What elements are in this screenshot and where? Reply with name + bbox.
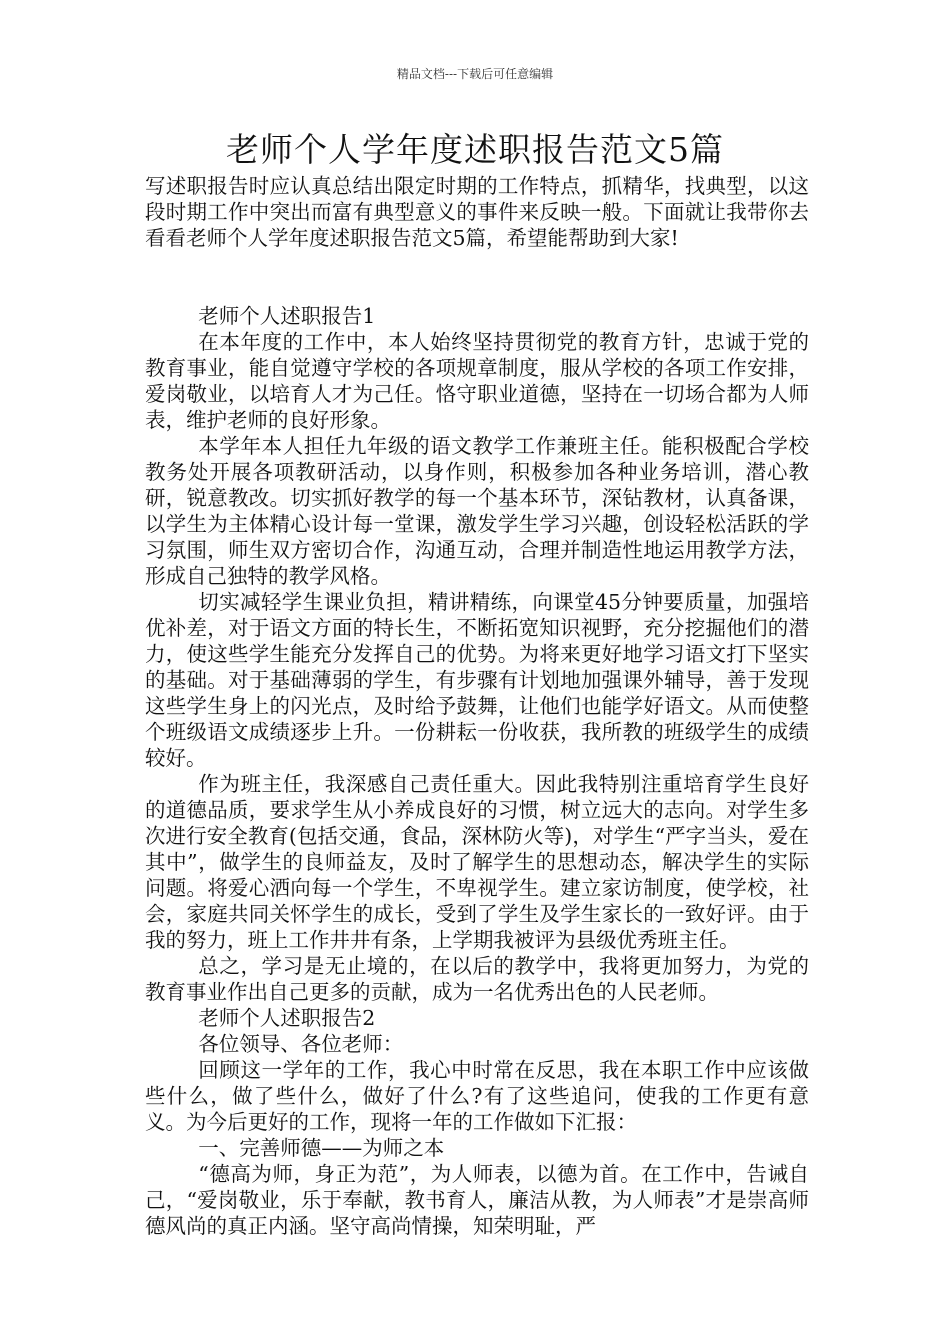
paragraph-gap	[145, 251, 809, 303]
body-paragraph: 作为班主任，我深感自己责任重大。因此我特别注重培育学生良好的道德品质，要求学生从小养成良好的习惯，树立远大的志向。对学生多次进行安全教育(包括交通，食品，深林防火等)，对学生“严字当头，爱在其中”，做学生的良师益友，及时了解学生的思想动态，解决学生的实际问题。将爱心洒向每一个学生，不卑视学生。建立家访制度，使学校，社会，家庭共同关怀学生的成长，受到了学生及学生家长的一致好评。由于我的努力，班上工作井井有条，上学期我被评为县级优秀班主任。	[145, 772, 809, 952]
body-paragraph: 在本年度的工作中，本人始终坚持贯彻党的教育方针，忠诚于党的教育事业，能自觉遵守学校的各项规章制度，服从学校的各项工作安排，爱岗敬业，以培育人才为己任。恪守职业道德，坚持在一切场合都为人师表，维护老师的良好形象。	[145, 330, 809, 432]
body-paragraph: 切实减轻学生课业负担，精讲精练，向课堂45分钟要质量，加强培优补差，对于语文方面的特长生，不断拓宽知识视野，充分挖掘他们的潜力，使这些学生能充分发挥自己的优势。为将来更好地学习语文打下坚实的基础。对于基础薄弱的学生，有步骤有计划地加强课外辅导，善于发现这些学生身上的闪光点，及时给予鼓舞，让他们也能学好语文。从而使整个班级语文成绩逐步上升。一份耕耘一份收获，我所教的班级学生的成绩较好。	[145, 590, 809, 770]
section-heading-report-2: 老师个人述职报告2	[198, 1006, 376, 1030]
intro-paragraph: 写述职报告时应认真总结出限定时期的工作特点，抓精华，找典型，以这段时期工作中突出而富有典型意义的事件来反映一般。下面就让我带你去看看老师个人学年度述职报告范文5篇，希望能帮助到大家!	[145, 174, 809, 250]
subsection-heading: 一、完善师德——为师之本	[198, 1136, 445, 1160]
document-body	[145, 173, 809, 1239]
body-paragraph: 本学年本人担任九年级的语文教学工作兼班主任。能积极配合学校教务处开展各项教研活动，以身作则，积极参加各种业务培训，潜心教研，锐意教改。切实抓好教学的每一个基本环节，深钻教材，认真备课，以学生为主体精心设计每一堂课，激发学生学习兴趣，创设轻松活跃的学习氛围，师生双方密切合作，沟通互动，合理并制造性地运用教学方法，形成自己独特的教学风格。	[145, 434, 809, 588]
body-paragraph: “德高为师，身正为范”，为人师表，以德为首。在工作中，告诫自己，“爱岗敬业，乐于奉献，教书育人，廉洁从教，为人师表”才是崇高师德风尚的真正内涵。坚守高尚情操，知荣明耻，严	[145, 1162, 809, 1238]
section-heading-report-1: 老师个人述职报告1	[198, 304, 376, 328]
page-header: 精品文档---下载后可任意编辑	[396, 67, 554, 81]
body-paragraph: 回顾这一学年的工作，我心中时常在反思，我在本职工作中应该做些什么，做了些什么，做好了什么?有了这些追问，使我的工作更有意义。为今后更好的工作，现将一年的工作做如下汇报：	[145, 1058, 809, 1134]
document-title: 老师个人学年度述职报告范文5篇	[226, 130, 724, 169]
salutation: 各位领导、各位老师：	[198, 1032, 404, 1056]
body-paragraph: 总之，学习是无止境的，在以后的教学中，我将更加努力，为党的教育事业作出自己更多的贡献，成为一名优秀出色的人民老师。	[145, 954, 809, 1004]
